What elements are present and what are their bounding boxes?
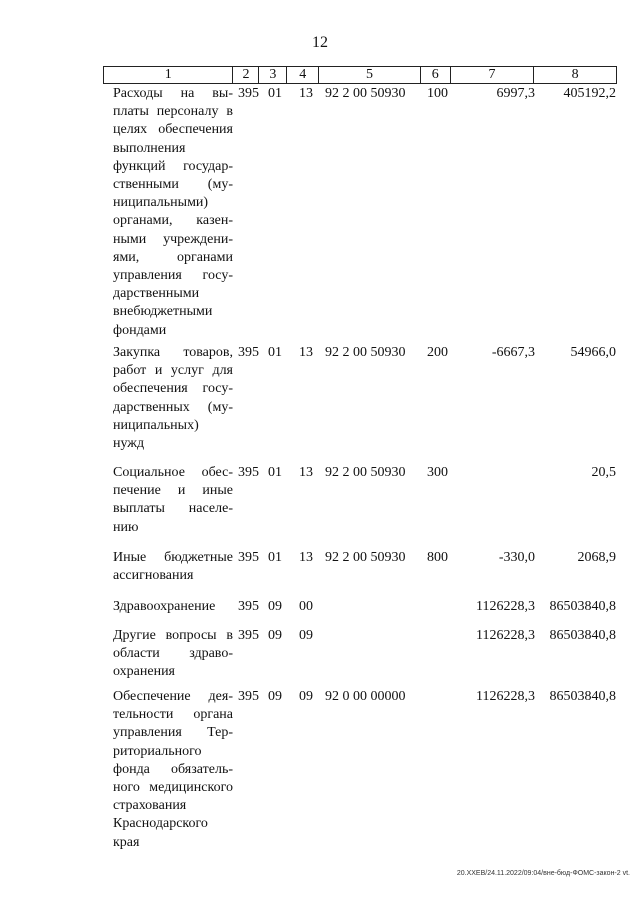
- row-name: Закупка товаров, работ и услуг для обеспечения государственных (муниципальных) нужд: [113, 345, 233, 452]
- cell-expense-type: 100: [427, 86, 448, 101]
- cell-target-item: 92 2 00 50930: [325, 86, 406, 101]
- cell-target-item: 92 2 00 50930: [325, 465, 406, 480]
- cell-subsection: 09: [299, 689, 313, 704]
- row-name: Социальное обеспечение и иные выплаты населению: [113, 465, 233, 535]
- cell-section: 01: [268, 465, 282, 480]
- cell-expense-type: 300: [427, 465, 448, 480]
- cell-admin-code: 395: [238, 465, 259, 480]
- cell-total-amount: 86503840,8: [549, 628, 616, 643]
- cell-total-amount: 86503840,8: [549, 599, 616, 614]
- cell-change-amount: 1126228,3: [476, 599, 535, 614]
- row-name: Расходы на выплаты персоналу в целях обеспечения выполнения функций государственными (муниципальными) органами, казенными учреждениями, органами управления государственными внебюджетными фондами: [113, 86, 233, 338]
- cell-total-amount: 86503840,8: [549, 689, 616, 704]
- cell-subsection: 13: [299, 86, 313, 101]
- cell-section: 01: [268, 86, 282, 101]
- cell-section: 09: [268, 628, 282, 643]
- cell-admin-code: 395: [238, 689, 259, 704]
- cell-total-amount: 405192,2: [563, 86, 616, 101]
- cell-target-item: 92 2 00 50930: [325, 550, 406, 565]
- cell-section: 09: [268, 689, 282, 704]
- header-col-2: 2: [233, 67, 259, 83]
- cell-subsection: 09: [299, 628, 313, 643]
- row-name: Обеспечение деятельности органа управления Территориального фонда обязательного медицинского страхования Краснодарского края: [113, 689, 233, 850]
- header-col-7: 7: [451, 67, 535, 83]
- header-col-4: 4: [287, 67, 319, 83]
- cell-change-amount: -6667,3: [491, 345, 535, 360]
- cell-admin-code: 395: [238, 628, 259, 643]
- cell-change-amount: 1126228,3: [476, 628, 535, 643]
- cell-change-amount: 6997,3: [496, 86, 535, 101]
- page-number: 12: [312, 34, 328, 51]
- cell-admin-code: 395: [238, 86, 259, 101]
- header-col-5: 5: [319, 67, 421, 83]
- cell-change-amount: 1126228,3: [476, 689, 535, 704]
- row-name: Иные бюджетные ассигнования: [113, 550, 233, 584]
- cell-subsection: 13: [299, 465, 313, 480]
- cell-total-amount: 54966,0: [570, 345, 616, 360]
- cell-change-amount: -330,0: [498, 550, 535, 565]
- cell-admin-code: 395: [238, 599, 259, 614]
- cell-total-amount: 20,5: [591, 465, 616, 480]
- cell-expense-type: 200: [427, 345, 448, 360]
- table-header: [103, 66, 617, 84]
- cell-expense-type: 800: [427, 550, 448, 565]
- cell-subsection: 13: [299, 550, 313, 565]
- cell-admin-code: 395: [238, 345, 259, 360]
- header-col-8: 8: [571, 67, 579, 82]
- cell-subsection: 13: [299, 345, 313, 360]
- cell-total-amount: 2068,9: [577, 550, 616, 565]
- cell-subsection: 00: [299, 599, 313, 614]
- cell-section: 01: [268, 550, 282, 565]
- cell-target-item: 92 2 00 50930: [325, 345, 406, 360]
- header-col-3: 3: [259, 67, 287, 83]
- cell-section: 01: [268, 345, 282, 360]
- document-footer-stamp: 20.XXEB/24.11.2022/09:04/вне-бюд-ФОМС-закон-2 vt.: [456, 870, 630, 877]
- header-col-1: 1: [104, 67, 233, 83]
- header-col-6: 6: [421, 67, 451, 83]
- row-name: Другие вопросы в области здравоохранения: [113, 628, 233, 680]
- cell-admin-code: 395: [238, 550, 259, 565]
- row-name: Здравоохранение: [113, 599, 216, 614]
- cell-section: 09: [268, 599, 282, 614]
- cell-target-item: 92 0 00 00000: [325, 689, 406, 704]
